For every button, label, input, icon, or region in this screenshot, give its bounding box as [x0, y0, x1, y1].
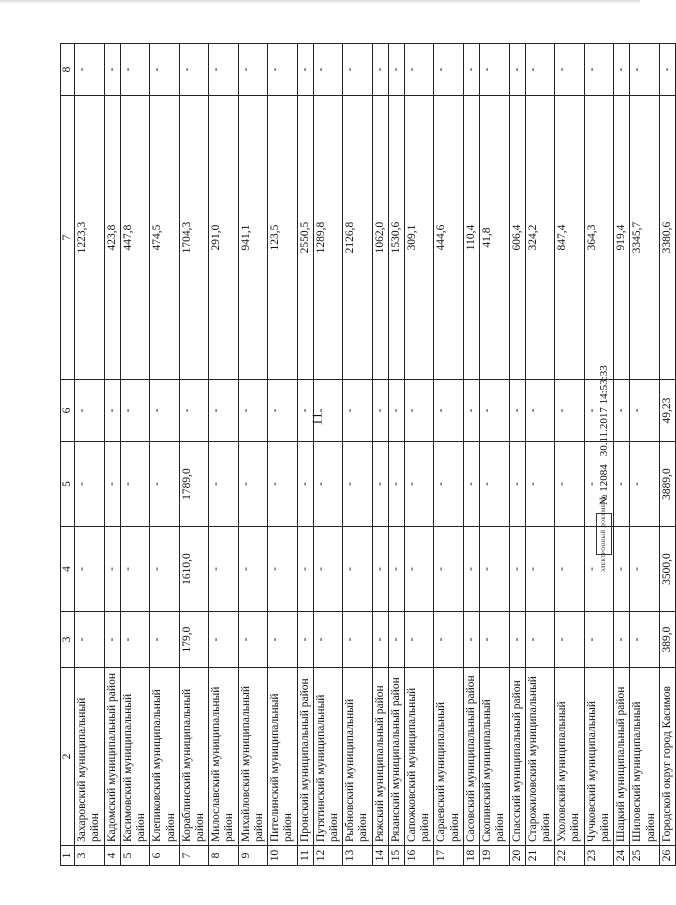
row-number-cell: 25 [630, 846, 659, 866]
row-number-cell: 14 [372, 846, 388, 866]
value-cell: - [75, 380, 104, 442]
value-cell: - [238, 527, 267, 612]
district-name-cell: Милославский муниципальный район [209, 668, 238, 846]
value-cell: 324,2 [525, 96, 554, 380]
value-cell: - [372, 442, 388, 527]
value-cell: - [238, 380, 267, 442]
value-cell: - [480, 380, 509, 442]
value-cell: - [313, 527, 342, 612]
value-cell: - [120, 612, 149, 668]
value-cell: - [343, 442, 372, 527]
value-cell: - [268, 380, 297, 442]
value-cell: - [179, 380, 208, 442]
value-cell: - [614, 527, 630, 612]
value-cell: - [150, 612, 179, 668]
value-cell: - [463, 612, 479, 668]
value-cell: - [120, 442, 149, 527]
row-number-cell: 26 [659, 846, 675, 866]
district-name-cell: Рязанский муниципальный район [388, 668, 404, 846]
value-cell: 606,4 [509, 96, 525, 380]
table-row [179, 44, 208, 866]
column-header: 4 [61, 527, 75, 612]
row-number-cell: 6 [150, 846, 179, 866]
value-cell: - [463, 442, 479, 527]
value-cell: - [104, 442, 120, 527]
value-cell: - [104, 380, 120, 442]
row-number-cell: 12 [313, 846, 342, 866]
value-cell: 3500,0 [659, 527, 675, 612]
value-cell: 474,5 [150, 96, 179, 380]
row-number-cell: 19 [480, 846, 509, 866]
value-cell: - [313, 380, 342, 442]
table-row [120, 44, 149, 866]
value-cell: - [630, 612, 659, 668]
value-cell: 389,0 [659, 612, 675, 668]
value-cell: - [388, 44, 404, 96]
column-header: 1 [61, 846, 75, 866]
value-cell: - [480, 44, 509, 96]
value-cell: - [614, 44, 630, 96]
value-cell: 49,23 [659, 380, 675, 442]
value-cell: - [297, 442, 313, 527]
value-cell: - [480, 612, 509, 668]
row-number-cell: 9 [238, 846, 267, 866]
value-cell: - [630, 442, 659, 527]
table-header-row [61, 44, 75, 866]
value-cell: - [584, 44, 613, 96]
value-cell: - [525, 380, 554, 442]
district-name-cell: Шацкий муниципальный район [614, 668, 630, 846]
value-cell: - [525, 44, 554, 96]
table-row [75, 44, 104, 866]
page-number: 11 [310, 412, 326, 426]
column-header: 8 [61, 44, 75, 96]
value-cell: - [555, 442, 584, 527]
value-cell: - [343, 380, 372, 442]
value-cell: - [268, 527, 297, 612]
value-cell: 2550,5 [297, 96, 313, 380]
column-header: 3 [61, 612, 75, 668]
value-cell: 447,8 [120, 96, 149, 380]
value-cell: - [509, 44, 525, 96]
document-timestamp: 30.11.2017 14:53:33 [598, 365, 610, 457]
value-cell: - [614, 380, 630, 442]
district-name-cell: Путятинский муниципальный район [313, 668, 342, 846]
value-cell: - [463, 380, 479, 442]
value-cell: - [463, 527, 479, 612]
value-cell: - [209, 380, 238, 442]
district-name-cell: Пронский муниципальный район [297, 668, 313, 846]
row-number-cell: 5 [120, 846, 149, 866]
value-cell: - [120, 380, 149, 442]
value-cell: 1789,0 [179, 442, 208, 527]
value-cell: 1530,6 [388, 96, 404, 380]
value-cell: - [405, 44, 434, 96]
value-cell: - [630, 527, 659, 612]
value-cell: - [509, 380, 525, 442]
value-cell: - [75, 442, 104, 527]
value-cell: - [509, 442, 525, 527]
value-cell: - [104, 44, 120, 96]
row-number-cell: 4 [104, 846, 120, 866]
district-name-cell: Старожиловский муниципальный район [525, 668, 554, 846]
value-cell: - [268, 44, 297, 96]
value-cell: - [268, 442, 297, 527]
value-cell: - [405, 612, 434, 668]
value-cell: - [209, 612, 238, 668]
value-cell: - [313, 44, 342, 96]
district-name-cell: Касимовский муниципальный район [120, 668, 149, 846]
value-cell: - [509, 527, 525, 612]
table-row [150, 44, 179, 866]
table-row [525, 44, 554, 866]
district-name-cell: Ухоловский муниципальный район [555, 668, 584, 846]
row-number-cell: 15 [388, 846, 404, 866]
value-cell: - [405, 442, 434, 527]
value-cell: - [372, 612, 388, 668]
district-name-cell: Городской округ город Касимов [659, 668, 675, 846]
value-cell: - [388, 442, 404, 527]
value-cell: - [297, 527, 313, 612]
value-cell: - [343, 527, 372, 612]
value-cell: 1704,3 [179, 96, 208, 380]
row-number-cell: 18 [463, 846, 479, 866]
value-cell: - [372, 527, 388, 612]
value-cell: 1062,0 [372, 96, 388, 380]
value-cell: - [584, 442, 613, 527]
row-number-cell: 11 [297, 846, 313, 866]
value-cell: - [150, 527, 179, 612]
value-cell: 3345,7 [630, 96, 659, 380]
value-cell: - [209, 527, 238, 612]
value-cell: - [525, 612, 554, 668]
value-cell: - [555, 380, 584, 442]
district-name-cell: Ряжский муниципальный район [372, 668, 388, 846]
value-cell: - [584, 527, 613, 612]
row-number-cell: 13 [343, 846, 372, 866]
value-cell: 110,4 [463, 96, 479, 380]
table-row [343, 44, 372, 866]
value-cell: - [238, 44, 267, 96]
district-name-cell: Пителинский муниципальный район [268, 668, 297, 846]
table-row [405, 44, 434, 866]
district-name-cell: Михайловский муниципальный район [238, 668, 267, 846]
row-number-cell: 16 [405, 846, 434, 866]
value-cell: - [434, 380, 463, 442]
value-cell: - [150, 380, 179, 442]
value-cell: 41,8 [480, 96, 509, 380]
value-cell: - [179, 44, 208, 96]
value-cell: 444,6 [434, 96, 463, 380]
value-cell: - [659, 44, 675, 96]
value-cell: 309,1 [405, 96, 434, 380]
value-cell: - [584, 380, 613, 442]
value-cell: 179,0 [179, 612, 208, 668]
table-row [388, 44, 404, 866]
value-cell: - [388, 380, 404, 442]
value-cell: - [614, 442, 630, 527]
value-cell: - [238, 612, 267, 668]
district-name-cell: Сараевский муниципальный район [434, 668, 463, 846]
table-row [297, 44, 313, 866]
value-cell: 1223,3 [75, 96, 104, 380]
district-name-cell: Клепиковский муниципальный район [150, 668, 179, 846]
value-cell: 919,4 [614, 96, 630, 380]
district-name-cell: Сасовский муниципальный район [463, 668, 479, 846]
row-number-cell: 7 [179, 846, 208, 866]
table-row [434, 44, 463, 866]
value-cell: - [434, 527, 463, 612]
value-cell: - [434, 44, 463, 96]
value-cell: - [405, 380, 434, 442]
row-number-cell: 24 [614, 846, 630, 866]
table-row [630, 44, 659, 866]
table-row [555, 44, 584, 866]
table-row [313, 44, 342, 866]
value-cell: 1610,0 [179, 527, 208, 612]
value-cell: - [525, 442, 554, 527]
value-cell: - [75, 44, 104, 96]
value-cell: - [480, 527, 509, 612]
value-cell: - [104, 612, 120, 668]
district-name-cell: Захаровский муниципальный район [75, 668, 104, 846]
row-number-cell: 3 [75, 846, 104, 866]
value-cell: - [209, 44, 238, 96]
value-cell: - [75, 612, 104, 668]
value-cell: - [104, 527, 120, 612]
value-cell: 941,1 [238, 96, 267, 380]
value-cell: 364,3 [584, 96, 613, 380]
value-cell: - [343, 612, 372, 668]
value-cell: - [372, 380, 388, 442]
value-cell: - [434, 612, 463, 668]
value-cell: - [614, 612, 630, 668]
value-cell: 2126,8 [343, 96, 372, 380]
table-row [480, 44, 509, 866]
value-cell: - [555, 612, 584, 668]
value-cell: - [238, 442, 267, 527]
value-cell: - [555, 44, 584, 96]
value-cell: - [388, 527, 404, 612]
row-number-cell: 23 [584, 846, 613, 866]
column-header: 7 [61, 96, 75, 380]
district-name-cell: Кораблинский муниципальный район [179, 668, 208, 846]
data-table [60, 43, 676, 866]
value-cell: - [584, 612, 613, 668]
value-cell: - [297, 380, 313, 442]
e-document-stamp: ЭЛЕКТРОННЫЙ ДОКУМЕНТ [596, 513, 612, 555]
value-cell: - [120, 527, 149, 612]
value-cell: - [297, 612, 313, 668]
value-cell: 291,0 [209, 96, 238, 380]
district-name-cell: Чучковский муниципальный район [584, 668, 613, 846]
district-name-cell: Сапожковский муниципальный район [405, 668, 434, 846]
row-number-cell: 8 [209, 846, 238, 866]
value-cell: - [509, 612, 525, 668]
table-row [268, 44, 297, 866]
value-cell: - [372, 44, 388, 96]
value-cell: 3889,0 [659, 442, 675, 527]
district-name-cell: Скопинский муниципальный район [480, 668, 509, 846]
row-number-cell: 10 [268, 846, 297, 866]
value-cell: - [209, 442, 238, 527]
row-number-cell: 17 [434, 846, 463, 866]
value-cell: - [120, 44, 149, 96]
value-cell: - [434, 442, 463, 527]
column-header: 5 [61, 442, 75, 527]
value-cell: - [268, 612, 297, 668]
scan-edge [0, 0, 640, 4]
document-footer [596, 245, 618, 573]
value-cell: 423,8 [104, 96, 120, 380]
value-cell: 847,4 [555, 96, 584, 380]
value-cell: - [343, 44, 372, 96]
district-name-cell: Кадомский муниципальный район [104, 668, 120, 846]
document-number: № 12084 [598, 464, 610, 505]
row-number-cell: 20 [509, 846, 525, 866]
value-cell: - [388, 612, 404, 668]
table-row [104, 44, 120, 866]
table-body [75, 44, 676, 866]
value-cell: - [313, 612, 342, 668]
district-name-cell: Рыбновский муниципальный район [343, 668, 372, 846]
table-row [659, 44, 675, 866]
table-row [509, 44, 525, 866]
table-row [372, 44, 388, 866]
value-cell: 3380,6 [659, 96, 675, 380]
value-cell: - [480, 442, 509, 527]
row-number-cell: 21 [525, 846, 554, 866]
value-cell: - [297, 44, 313, 96]
value-cell: 123,5 [268, 96, 297, 380]
column-header: 6 [61, 380, 75, 442]
value-cell: - [463, 44, 479, 96]
value-cell: - [555, 527, 584, 612]
value-cell: - [630, 44, 659, 96]
table-row [238, 44, 267, 866]
value-cell: - [150, 44, 179, 96]
value-cell: - [525, 527, 554, 612]
table-row [209, 44, 238, 866]
column-header: 2 [61, 668, 75, 846]
value-cell: - [630, 380, 659, 442]
table-row [463, 44, 479, 866]
value-cell: - [75, 527, 104, 612]
value-cell: - [405, 527, 434, 612]
district-name-cell: Шиловский муниципальный район [630, 668, 659, 846]
value-cell: - [313, 442, 342, 527]
value-cell: - [150, 442, 179, 527]
district-name-cell: Спасский муниципальный район [509, 668, 525, 846]
value-cell: 1289,8 [313, 96, 342, 380]
row-number-cell: 22 [555, 846, 584, 866]
